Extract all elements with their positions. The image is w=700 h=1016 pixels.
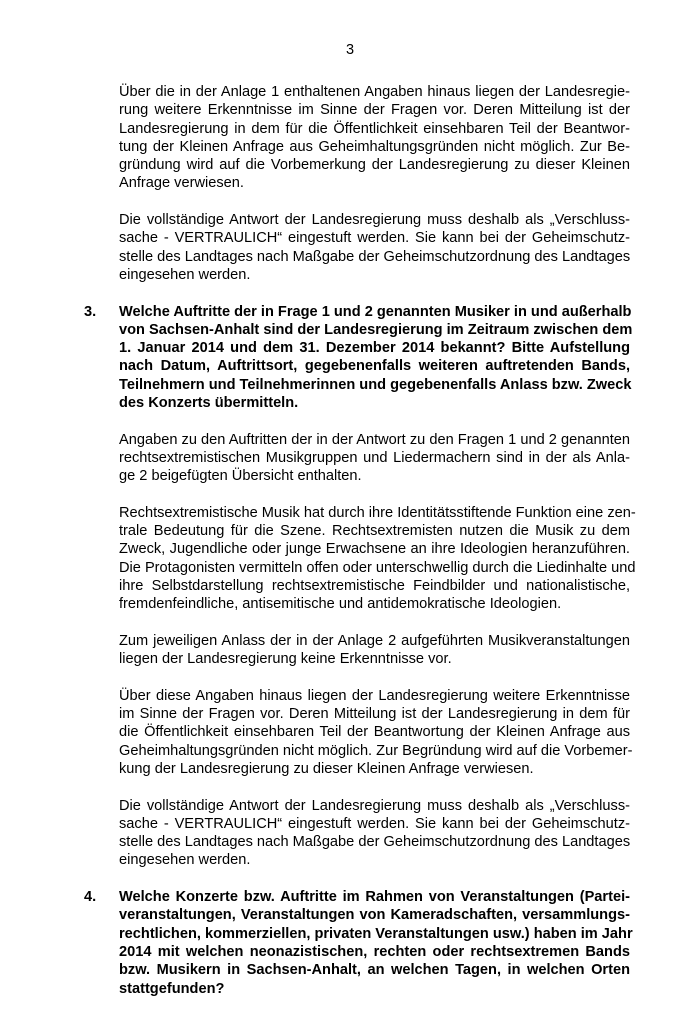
text-line: Zum jeweiligen Anlass der in der Anlage 2 aufgeführten Musikveranstaltungen (119, 632, 630, 649)
answer-paragraph (119, 211, 630, 284)
text-line: ge 2 beigefügten Übersicht enthalten. (119, 468, 362, 485)
answer-paragraph (119, 431, 630, 486)
answer-paragraph (119, 797, 630, 870)
answer-paragraph (119, 687, 633, 778)
text-line: Welche Auftritte der in Frage 1 und 2 genannten Musiker in und außerhalb (119, 303, 632, 320)
text-line: 2014 mit welchen neonazistischen, rechten oder rechtsextremen Bands (119, 943, 630, 960)
text-line: Zweck, Jugendliche oder junge Erwachsene an ihre Ideologien heranzuführen. (119, 541, 630, 558)
question-3 (84, 303, 633, 413)
question-number: 4. (84, 889, 97, 906)
text-line: tung der Kleinen Anfrage aus Geheimhaltungsgründen nicht möglich. Zur Be- (119, 138, 630, 155)
text-line: eingesehen werden. (119, 852, 251, 869)
text-line: stattgefunden? (119, 980, 225, 997)
text-line: Geheimhaltungsgründen nicht möglich. Zur Begründung wird auf die Vorbemer- (119, 742, 633, 759)
text-line: Landesregierung in dem für die Öffentlichkeit einsehbaren Teil der Beantwor- (119, 120, 630, 137)
text-line: Die vollständige Antwort der Landesregierung muss deshalb als „Verschluss- (119, 797, 630, 814)
text-line: rung weitere Erkenntnisse im Sinne der Fragen vor. Deren Mitteilung ist der (119, 102, 630, 119)
text-line: bzw. Musikern in Sachsen-Anhalt, an welchen Tagen, in welchen Orten (119, 962, 630, 979)
text-line: ihre Selbstdarstellung rechtsextremistische Feindbilder und nationalistische, (119, 578, 630, 595)
text-line: trale Bedeutung für die Szene. Rechtsextremisten nutzen die Musik zu dem (119, 523, 630, 540)
answer-paragraph (119, 504, 636, 614)
text-line: Die Protagonisten vermitteln offen oder unterschwellig durch die Liedinhalte und (119, 559, 636, 576)
document-body (84, 83, 636, 1016)
text-line: veranstaltungen, Veranstaltungen von Kameradschaften, versammlungs- (119, 907, 630, 924)
text-line: nach Datum, Auftrittsort, gegebenenfalls weiteren auftretenden Bands, (119, 358, 630, 375)
text-line: Rechtsextremistische Musik hat durch ihre Identitätsstiftende Funktion eine zen- (119, 504, 636, 521)
text-line: stelle des Landtages nach Maßgabe der Geheimschutzordnung des Landtages (119, 834, 631, 851)
text-line: kung der Landesregierung zu dieser Kleinen Anfrage verwiesen. (119, 760, 534, 777)
text-line: eingesehen werden. (119, 266, 251, 283)
text-line: Teilnehmern und Teilnehmerinnen und gegebenenfalls Anlass bzw. Zweck (119, 376, 632, 393)
text-line: liegen der Landesregierung keine Erkenntnisse vor. (119, 651, 452, 668)
text-line: sache - VERTRAULICH“ eingestuft werden. Sie kann bei der Geheimschutz- (119, 230, 630, 247)
text-line: von Sachsen-Anhalt sind der Landesregierung im Zeitraum zwischen dem (119, 321, 633, 338)
text-line: stelle des Landtages nach Maßgabe der Geheimschutzordnung des Landtages (119, 248, 631, 265)
text-line: rechtlichen, kommerziellen, privaten Veranstaltungen usw.) haben im Jahr (119, 925, 633, 942)
text-line: gründung wird auf die Vorbemerkung der Landesregierung zu dieser Kleinen (119, 157, 630, 174)
text-line: Über diese Angaben hinaus liegen der Landesregierung weitere Erkenntnisse (119, 687, 630, 704)
question-text (119, 303, 633, 413)
text-line: die Öffentlichkeit einsehbaren Teil der Beantwortung der Kleinen Anfrage aus (119, 724, 630, 741)
text-line: Anfrage verwiesen. (119, 175, 244, 192)
text-line: des Konzerts übermitteln. (119, 395, 299, 412)
question-text (119, 888, 633, 998)
text-line: im Sinne der Fragen vor. Deren Mitteilung ist der Landesregierung in dem für (119, 706, 630, 723)
text-line: sache - VERTRAULICH“ eingestuft werden. Sie kann bei der Geheimschutz- (119, 815, 630, 832)
page-number: 3 (345, 42, 355, 58)
answer-paragraph (119, 632, 630, 669)
text-line: Welche Konzerte bzw. Auftritte im Rahmen von Veranstaltungen (Partei- (119, 889, 630, 906)
text-line: rechtsextremistischen Musikgruppen und Liedermachern sind in der als Anla- (119, 449, 630, 466)
answer-paragraph (119, 83, 630, 193)
text-line: 1. Januar 2014 und dem 31. Dezember 2014 bekannt? Bitte Aufstellung (119, 340, 630, 357)
text-line: Die vollständige Antwort der Landesregierung muss deshalb als „Verschluss- (119, 212, 630, 229)
text-line: Über die in der Anlage 1 enthaltenen Angaben hinaus liegen der Landesregie- (119, 84, 630, 100)
question-4 (84, 888, 633, 998)
question-number: 3. (84, 303, 97, 320)
text-line: Angaben zu den Auftritten der in der Antwort zu den Fragen 1 und 2 genannten (119, 431, 630, 448)
text-line: fremdenfeindliche, antisemitische und antidemokratische Ideologien. (119, 596, 562, 613)
